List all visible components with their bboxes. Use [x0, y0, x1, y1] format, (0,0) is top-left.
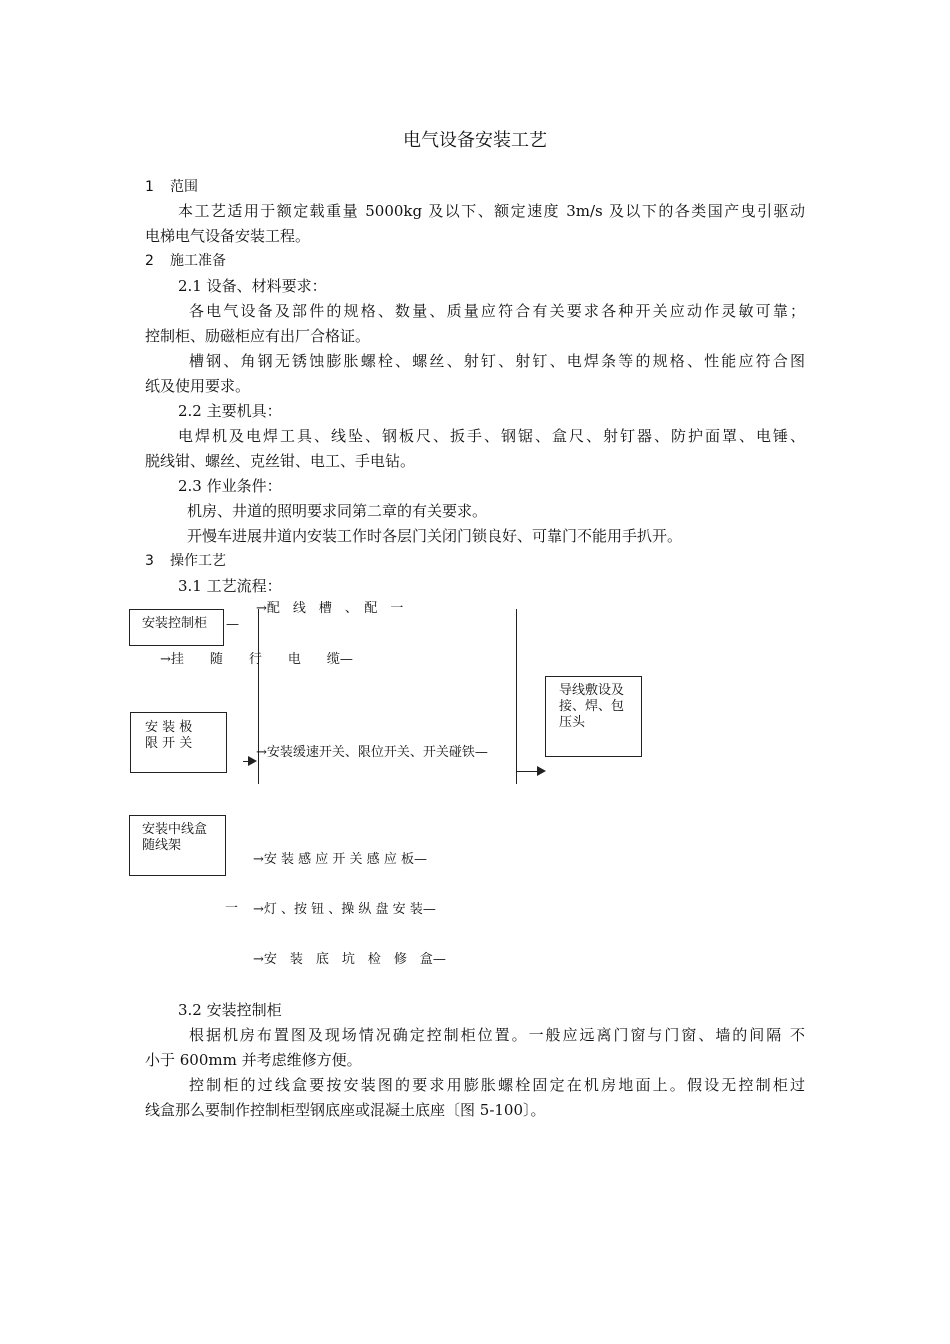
section-3-2-paragraph-2-line-2: 线盒那么要制作控制柜型钢底座或混凝土底座〔图 5-100〕。 — [145, 1101, 546, 1119]
flow-step-induction-switch: →安 装 感 应 开 关 感 应 板— — [253, 852, 427, 867]
section-2-1-paragraph-2-line-2: 纸及使用要求。 — [145, 377, 251, 395]
flow-box-install-control-cabinet — [129, 609, 224, 646]
flow-step-pit-inspection-box: →安 装 底 坑 检 修 盒— — [253, 952, 446, 967]
section-2-2-paragraph-line-1: 电焊机及电焊工具、线坠、钢板尺、扳手、钢锯、盒尺、射钉器、防护面罩、电锤、 — [178, 427, 805, 445]
section-3-2-paragraph-1-line-1: 根据机房布置图及现场情况确定控制柜位置。一般应远离门窗与门窗、墙的间隔 不 — [189, 1026, 805, 1044]
section-2-1-paragraph-1-line-1: 各电气设备及部件的规格、数量、质量应符合有关要求各种开关应动作灵敏可靠； — [189, 302, 805, 320]
section-3-2-paragraph-2-line-1: 控制柜的过线盒要按安装图的要求用膨胀螺栓固定在机房地面上。假设无控制柜过 — [189, 1076, 805, 1094]
flow-connector-right-vertical — [516, 609, 517, 784]
subsection-2-3-heading: 2.3 作业条件： — [178, 477, 282, 495]
document-title: 电气设备安装工艺 — [403, 130, 547, 151]
flow-step-buffer-limit-switch: →安装缓速开关、限位开关、开关碰铁— — [256, 745, 488, 760]
flow-box-junction-box-bracket — [129, 815, 226, 876]
section-1-paragraph-line-1: 本工艺适用于额定载重量 5000kg 及以下、额定速度 3m/s 及以下的各类国产曳引驱动 — [178, 202, 805, 220]
section-1-heading: 范围 — [170, 179, 198, 195]
subsection-3-1-heading: 3.1 工艺流程： — [178, 577, 282, 595]
flow-step-hang-traveling-cable: →挂 随 行 电 缆— — [160, 652, 353, 667]
section-2-heading: 施工准备 — [170, 253, 226, 269]
flow-box-install-control-cabinet-label: 安装控制柜 — [142, 616, 208, 631]
flow-dash-1: — — [226, 617, 239, 632]
flow-box-wiring-welding — [545, 676, 642, 757]
flow-box-junction-line-2: 随线架 — [142, 838, 182, 853]
flow-box-wiring-line-3: 压头 — [559, 715, 586, 730]
flow-step-lamps-buttons: →灯 、按 钮 、操 纵 盘 安 装— — [253, 902, 436, 917]
flow-dash-2: 一 — [225, 901, 239, 916]
flow-box-install-limit-switch — [130, 712, 227, 773]
section-3-heading: 操作工艺 — [170, 553, 226, 569]
flow-box-junction-line-1: 安装中线盒 — [142, 822, 208, 837]
section-3-number: 3 — [145, 553, 154, 569]
section-2-3-paragraph-1: 机房、井道的照明要求同第二章的有关要求。 — [187, 502, 488, 520]
flow-box-wiring-line-1: 导线敷设及 — [559, 683, 625, 698]
flow-arrow-to-wiring-shaft — [516, 771, 538, 772]
section-2-number: 2 — [145, 253, 154, 269]
flow-box-install-limit-switch-line-2: 限 开 关 — [145, 736, 193, 751]
section-2-3-paragraph-2: 开慢车进展井道内安装工作时各层门关闭门锁良好、可靠门不能用手扒开。 — [187, 527, 683, 545]
section-1-paragraph-line-2: 电梯电气设备安装工程。 — [145, 227, 311, 245]
subsection-3-2-heading: 3.2 安装控制柜 — [178, 1001, 282, 1019]
section-1-number: 1 — [145, 179, 154, 195]
section-3-2-paragraph-1-line-2: 小于 600mm 并考虑维修方便。 — [145, 1051, 362, 1069]
subsection-2-2-heading: 2.2 主要机具： — [178, 402, 282, 420]
subsection-2-1-heading: 2.1 设备、材料要求： — [178, 277, 327, 295]
section-2-1-paragraph-2-line-1: 槽钢、角钢无锈蚀膨胀螺栓、螺丝、射钉、射钉、电焊条等的规格、性能应符合图 — [189, 352, 805, 370]
section-2-2-paragraph-line-2: 脱线钳、螺丝、克丝钳、电工、手电钻。 — [145, 452, 416, 470]
section-2-1-paragraph-1-line-2: 控制柜、励磁柜应有出厂合格证。 — [145, 327, 371, 345]
flow-arrow-to-wiring-head — [537, 766, 546, 776]
flow-box-wiring-line-2: 接、焊、包 — [559, 699, 625, 714]
flow-step-wire-trough: →配 线 槽 、 配 一 — [256, 601, 404, 616]
flow-box-install-limit-switch-line-1: 安 装 极 — [145, 720, 193, 735]
